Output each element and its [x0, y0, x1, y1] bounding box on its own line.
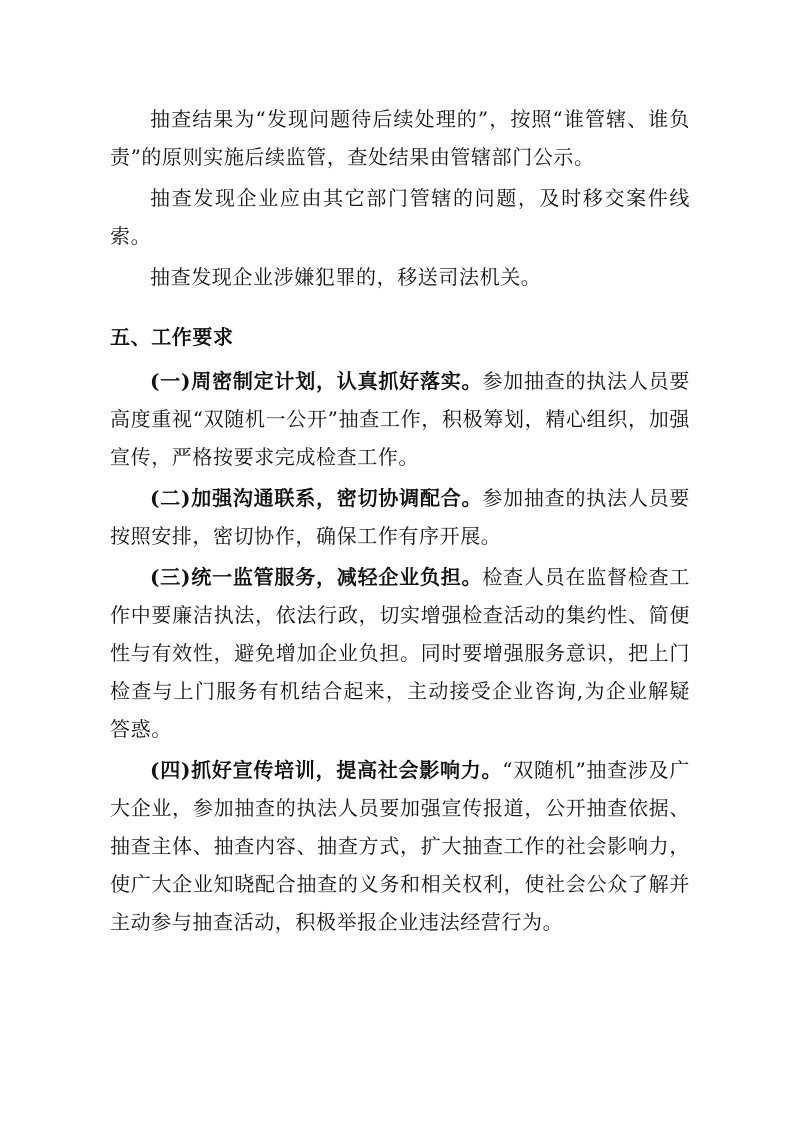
requirement-item-4	[110, 751, 690, 941]
requirement-item-2-text: 参加抽查的执法人员要按照安排，密切协作，确保工作有序开展。	[110, 486, 690, 548]
requirement-item-3	[110, 558, 690, 748]
requirement-item-1-text: 参加抽查的执法人员要高度重视“双随机一公开”抽查工作，积极筹划，精心组织，加强宣传，严格按要求完成检查工作。	[110, 369, 690, 469]
requirement-item-2	[110, 479, 690, 555]
requirement-item-4-lead: (四)抓好宣传培训，提高社会影响力。	[150, 758, 503, 782]
section-heading-work-requirements: 五、工作要求	[110, 325, 234, 349]
paragraph-case-transfer: 抽查发现企业应由其它部门管辖的问题，及时移交案件线索。	[110, 186, 690, 248]
requirement-item-3-lead: (三)统一监管服务，减轻企业负担。	[150, 565, 483, 589]
requirement-item-2-lead: (二)加强沟通联系，密切协调配合。	[150, 486, 483, 510]
requirement-item-4-text: “双随机”抽查涉及广大企业，参加抽查的执法人员要加强宣传报道，公开抽查依据、抽查主体、抽查内容、抽查方式，扩大抽查工作的社会影响力，使广大企业知晓配合抽查的义务和相关权利，使社会公众了解并主动参与抽查活动，积极举报企业违法经营行为。	[110, 758, 691, 934]
requirement-item-3-text: 检查人员在监督检查工作中要廉洁执法，依法行政，切实增强检查活动的集约性、简便性与有效性，避免增加企业负担。同时要增强服务意识，把上门检查与上门服务有机结合起来，主动接受企业咨询,为企业解疑答惑。	[110, 565, 690, 741]
requirement-item-1	[110, 362, 690, 476]
requirement-item-1-lead: (一)周密制定计划，认真抓好落实。	[150, 369, 483, 393]
paragraph-judicial-transfer: 抽查发现企业涉嫌犯罪的，移送司法机关。	[150, 265, 542, 289]
document-body	[110, 100, 690, 944]
paragraph-follow-up-supervision: 抽查结果为“发现问题待后续处理的”，按照“谁管辖、谁负责”的原则实施后续监管，查处结果由管辖部门公示。	[110, 107, 690, 169]
